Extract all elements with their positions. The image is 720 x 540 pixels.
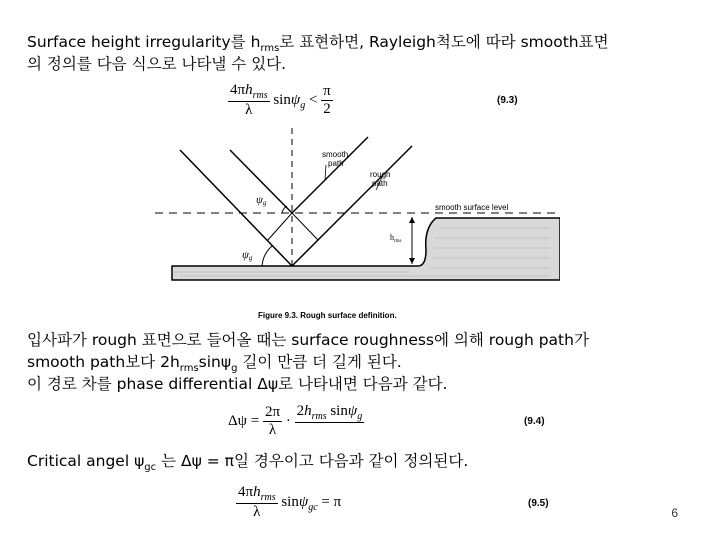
reflected-ray-smooth	[292, 150, 355, 213]
label-rough-path: rough	[370, 170, 391, 179]
svg-text:path: path	[328, 159, 344, 168]
rough-surface	[172, 218, 560, 280]
intro-line-1: Surface height irregularity를 $h_{rms}$로 표현하면, Rayleigh척도에 따라 smooth표면	[27, 33, 609, 55]
intro-line-2: 의 정의를 다음 식으로 나타낼 수 있다.	[27, 55, 287, 73]
para2-line-1: 입사파가 rough 표면으로 들어올 때는 surface roughness에 의해 rough path가	[27, 331, 589, 349]
label-smooth-path: smooth	[322, 150, 349, 159]
equation-9-4-number: (9.4)	[524, 416, 545, 427]
label-hrms: $h_{rms}$	[390, 233, 402, 244]
page-number: 6	[671, 506, 678, 520]
path-diff-right	[292, 213, 318, 240]
label-surface-level: smooth surface level	[435, 203, 509, 212]
rough-surface-figure	[150, 120, 560, 310]
label-psi-g-upper: ψg	[256, 194, 267, 207]
equation-9-3: $\frac{4\pi h_{rms}}{\lambda}$ sinψ$_g$ < $\frac{\pi}{2}$	[230, 82, 331, 118]
figure-caption: Figure 9.3. Rough surface definition.	[258, 311, 397, 320]
incident-ray-rough	[180, 150, 292, 266]
para3-line: Critical angel $\psi_{gc}$ 는 Δψ = π일 경우이고 다음과 같이 정의된다.	[27, 452, 469, 474]
label-psi-g-lower: ψg	[242, 249, 253, 262]
equation-9-5: $\frac{4\pi h_{rms}}{\lambda}$ sinψ$_{gc}$ = π	[238, 484, 342, 520]
equation-9-3-number: (9.3)	[497, 95, 518, 106]
equation-9-4: Δψ = $\frac{2\pi}{\lambda}$ · $2h_{rms}$ sinψ$_g$	[228, 403, 363, 438]
path-diff-left	[267, 213, 292, 241]
svg-text:path: path	[372, 179, 388, 188]
equation-9-5-number: (9.5)	[528, 498, 549, 509]
para2-line-3: 이 경로 차를 phase differential Δψ로 나타내면 다음과 같다.	[27, 375, 448, 393]
para2-line-2: smooth path보다 $2h_{rms}\sin\psi_g$ 길이 만큼 더 길게 된다.	[27, 353, 402, 375]
